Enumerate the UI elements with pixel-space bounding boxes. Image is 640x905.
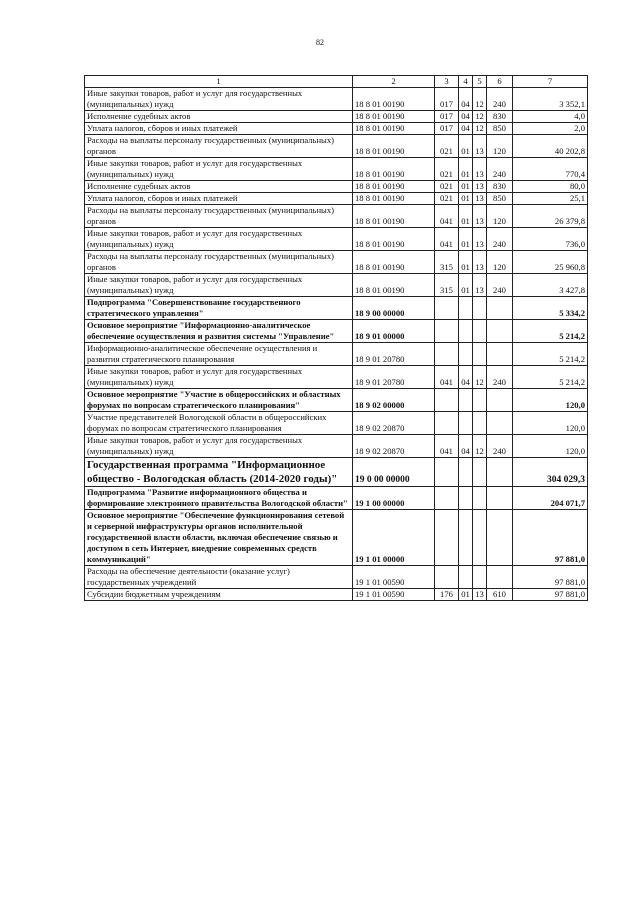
row-section-cell	[459, 566, 473, 589]
row-expense-type-cell: 850	[487, 123, 513, 135]
row-ministry-cell: 017	[435, 88, 459, 111]
row-expense-type-cell: 850	[487, 193, 513, 205]
table-row	[85, 510, 588, 566]
row-name-cell: Уплата налогов, сборов и иных платежей	[85, 123, 353, 135]
row-subsection-cell: 12	[473, 123, 487, 135]
row-code-cell: 19 0 00 00000	[353, 458, 435, 487]
row-ministry-cell	[435, 297, 459, 320]
row-section-cell: 01	[459, 193, 473, 205]
row-code-cell: 18 8 01 00190	[353, 193, 435, 205]
row-name-cell: Расходы на обеспечение деятельности (оказание услуг) государственных учреждений	[85, 566, 353, 589]
row-name-cell: Подпрограмма "Развитие информационного общества и формирование электронного правительства Вологодской области"	[85, 487, 353, 510]
row-ministry-cell: 315	[435, 274, 459, 297]
row-subsection-cell: 13	[473, 158, 487, 181]
row-subsection-cell: 13	[473, 274, 487, 297]
row-subsection-cell: 12	[473, 366, 487, 389]
table-row	[85, 123, 588, 135]
row-ministry-cell	[435, 412, 459, 435]
row-section-cell	[459, 320, 473, 343]
row-section-cell	[459, 343, 473, 366]
row-expense-type-cell: 240	[487, 228, 513, 251]
row-subsection-cell	[473, 412, 487, 435]
row-code-cell: 18 9 02 20870	[353, 435, 435, 458]
row-section-cell: 01	[459, 205, 473, 228]
row-sum-cell: 5 214,2	[513, 366, 588, 389]
row-sum-cell: 120,0	[513, 389, 588, 412]
row-section-cell	[459, 389, 473, 412]
row-code-cell: 19 1 01 00590	[353, 589, 435, 601]
row-name-cell: Расходы на выплаты персоналу государственных (муниципальных) органов	[85, 135, 353, 158]
row-expense-type-cell: 240	[487, 274, 513, 297]
row-code-cell: 18 8 01 00190	[353, 158, 435, 181]
row-subsection-cell: 13	[473, 251, 487, 274]
row-section-cell	[459, 297, 473, 320]
row-ministry-cell	[435, 458, 459, 487]
row-section-cell: 01	[459, 251, 473, 274]
row-subsection-cell: 13	[473, 589, 487, 601]
row-expense-type-cell	[487, 487, 513, 510]
row-sum-cell: 5 214,2	[513, 343, 588, 366]
table-row	[85, 487, 588, 510]
row-expense-type-cell: 610	[487, 589, 513, 601]
row-sum-cell: 736,0	[513, 228, 588, 251]
row-section-cell: 04	[459, 123, 473, 135]
row-name-cell: Государственная программа "Информационное общество - Вологодская область (2014-2020 годы)"	[85, 458, 353, 487]
row-code-cell: 19 1 01 00590	[353, 566, 435, 589]
table-row	[85, 566, 588, 589]
row-expense-type-cell	[487, 343, 513, 366]
row-section-cell: 04	[459, 435, 473, 458]
row-ministry-cell: 041	[435, 435, 459, 458]
row-expense-type-cell: 240	[487, 158, 513, 181]
row-name-cell: Иные закупки товаров, работ и услуг для государственных (муниципальных) нужд	[85, 228, 353, 251]
row-section-cell: 04	[459, 111, 473, 123]
table-row	[85, 158, 588, 181]
row-code-cell: 18 8 01 00190	[353, 111, 435, 123]
table-header-row	[85, 76, 588, 88]
row-ministry-cell: 021	[435, 135, 459, 158]
row-code-cell: 18 9 00 00000	[353, 297, 435, 320]
row-ministry-cell	[435, 487, 459, 510]
row-name-cell: Иные закупки товаров, работ и услуг для государственных (муниципальных) нужд	[85, 88, 353, 111]
row-sum-cell: 120,0	[513, 435, 588, 458]
row-sum-cell: 5 334,2	[513, 297, 588, 320]
row-section-cell: 04	[459, 88, 473, 111]
table-row	[85, 435, 588, 458]
row-ministry-cell: 041	[435, 205, 459, 228]
row-name-cell: Иные закупки товаров, работ и услуг для государственных (муниципальных) нужд	[85, 274, 353, 297]
row-ministry-cell	[435, 566, 459, 589]
table-row	[85, 589, 588, 601]
row-name-cell: Основное мероприятие "Участие в общероссийских и областных форумах по вопросам стратегического планирования"	[85, 389, 353, 412]
row-sum-cell: 80,0	[513, 181, 588, 193]
row-ministry-cell: 041	[435, 366, 459, 389]
table-row	[85, 320, 588, 343]
row-expense-type-cell	[487, 510, 513, 566]
row-code-cell: 18 9 02 00000	[353, 389, 435, 412]
row-section-cell: 01	[459, 274, 473, 297]
row-sum-cell: 25 960,8	[513, 251, 588, 274]
column-header: 4	[459, 76, 473, 88]
row-sum-cell: 97 881,0	[513, 589, 588, 601]
row-ministry-cell: 021	[435, 193, 459, 205]
row-sum-cell: 26 379,8	[513, 205, 588, 228]
row-sum-cell: 304 029,3	[513, 458, 588, 487]
row-code-cell: 18 8 01 00190	[353, 251, 435, 274]
row-sum-cell: 2,0	[513, 123, 588, 135]
row-subsection-cell: 12	[473, 88, 487, 111]
row-subsection-cell: 12	[473, 111, 487, 123]
row-section-cell: 01	[459, 181, 473, 193]
column-header: 5	[473, 76, 487, 88]
table-row	[85, 274, 588, 297]
row-code-cell: 18 8 01 00190	[353, 274, 435, 297]
row-subsection-cell	[473, 566, 487, 589]
row-name-cell: Субсидии бюджетным учреждениям	[85, 589, 353, 601]
row-name-cell: Расходы на выплаты персоналу государственных (муниципальных) органов	[85, 251, 353, 274]
row-code-cell: 18 8 01 00190	[353, 228, 435, 251]
row-expense-type-cell: 240	[487, 366, 513, 389]
row-code-cell: 19 1 01 00000	[353, 510, 435, 566]
row-code-cell: 18 8 01 00190	[353, 88, 435, 111]
row-section-cell: 04	[459, 366, 473, 389]
column-header: 6	[487, 76, 513, 88]
table-body	[85, 88, 588, 601]
row-name-cell: Исполнение судебных актов	[85, 181, 353, 193]
row-code-cell: 18 9 01 00000	[353, 320, 435, 343]
table-row	[85, 88, 588, 111]
row-expense-type-cell: 120	[487, 135, 513, 158]
row-expense-type-cell: 240	[487, 88, 513, 111]
budget-table	[84, 75, 588, 601]
row-subsection-cell: 13	[473, 205, 487, 228]
row-ministry-cell: 315	[435, 251, 459, 274]
row-ministry-cell	[435, 343, 459, 366]
row-ministry-cell: 176	[435, 589, 459, 601]
row-sum-cell: 3 352,1	[513, 88, 588, 111]
row-code-cell: 18 8 01 00190	[353, 123, 435, 135]
row-expense-type-cell: 120	[487, 251, 513, 274]
row-name-cell: Уплата налогов, сборов и иных платежей	[85, 193, 353, 205]
row-expense-type-cell: 830	[487, 111, 513, 123]
row-subsection-cell	[473, 297, 487, 320]
row-ministry-cell: 017	[435, 111, 459, 123]
table-row	[85, 297, 588, 320]
row-subsection-cell: 13	[473, 181, 487, 193]
row-section-cell	[459, 458, 473, 487]
row-name-cell: Подпрограмма "Совершенствование государственного стратегического управления"	[85, 297, 353, 320]
row-sum-cell: 204 071,7	[513, 487, 588, 510]
row-expense-type-cell: 830	[487, 181, 513, 193]
row-name-cell: Исполнение судебных актов	[85, 111, 353, 123]
page-number: 82	[316, 38, 324, 47]
table-row	[85, 343, 588, 366]
table-row	[85, 135, 588, 158]
table-row	[85, 366, 588, 389]
row-sum-cell: 5 214,2	[513, 320, 588, 343]
row-sum-cell: 40 202,8	[513, 135, 588, 158]
table-row	[85, 193, 588, 205]
row-sum-cell: 97 881,0	[513, 510, 588, 566]
row-code-cell: 18 8 01 00190	[353, 205, 435, 228]
row-section-cell	[459, 412, 473, 435]
row-ministry-cell: 021	[435, 158, 459, 181]
row-code-cell: 18 8 01 00190	[353, 135, 435, 158]
row-section-cell: 01	[459, 158, 473, 181]
row-subsection-cell	[473, 487, 487, 510]
row-section-cell	[459, 510, 473, 566]
row-subsection-cell	[473, 389, 487, 412]
table-row	[85, 205, 588, 228]
row-subsection-cell	[473, 458, 487, 487]
column-header: 3	[435, 76, 459, 88]
table-row	[85, 389, 588, 412]
row-expense-type-cell	[487, 566, 513, 589]
row-subsection-cell	[473, 510, 487, 566]
row-subsection-cell: 13	[473, 135, 487, 158]
row-expense-type-cell: 240	[487, 435, 513, 458]
row-expense-type-cell	[487, 412, 513, 435]
row-section-cell: 01	[459, 228, 473, 251]
row-sum-cell: 120,0	[513, 412, 588, 435]
row-name-cell: Основное мероприятие "Информационно-аналитическое обеспечение осуществления и развития системы "Управление"	[85, 320, 353, 343]
row-ministry-cell: 017	[435, 123, 459, 135]
row-sum-cell: 770,4	[513, 158, 588, 181]
table-row	[85, 181, 588, 193]
row-sum-cell: 4,0	[513, 111, 588, 123]
row-expense-type-cell: 120	[487, 205, 513, 228]
row-subsection-cell: 13	[473, 228, 487, 251]
row-ministry-cell	[435, 389, 459, 412]
row-subsection-cell	[473, 343, 487, 366]
row-ministry-cell	[435, 510, 459, 566]
row-subsection-cell	[473, 320, 487, 343]
column-header: 7	[513, 76, 588, 88]
row-section-cell	[459, 487, 473, 510]
row-name-cell: Информационно-аналитическое обеспечение осуществления и развития стратегического планирования	[85, 343, 353, 366]
row-name-cell: Иные закупки товаров, работ и услуг для государственных (муниципальных) нужд	[85, 366, 353, 389]
row-ministry-cell	[435, 320, 459, 343]
row-name-cell: Иные закупки товаров, работ и услуг для государственных (муниципальных) нужд	[85, 435, 353, 458]
row-ministry-cell: 041	[435, 228, 459, 251]
row-name-cell: Иные закупки товаров, работ и услуг для государственных (муниципальных) нужд	[85, 158, 353, 181]
row-subsection-cell: 13	[473, 193, 487, 205]
table-row	[85, 111, 588, 123]
row-name-cell: Участие представителей Вологодской области в общероссийских форумах по вопросам стратегического планирования	[85, 412, 353, 435]
row-expense-type-cell	[487, 320, 513, 343]
row-code-cell: 19 1 00 00000	[353, 487, 435, 510]
table-row	[85, 228, 588, 251]
row-sum-cell: 3 427,8	[513, 274, 588, 297]
row-code-cell: 18 9 01 20780	[353, 366, 435, 389]
row-expense-type-cell	[487, 389, 513, 412]
row-code-cell: 18 9 02 20870	[353, 412, 435, 435]
table-row	[85, 251, 588, 274]
row-sum-cell: 97 881,0	[513, 566, 588, 589]
table-row	[85, 412, 588, 435]
row-ministry-cell: 021	[435, 181, 459, 193]
column-header: 1	[85, 76, 353, 88]
row-section-cell: 01	[459, 135, 473, 158]
row-code-cell: 18 9 01 20780	[353, 343, 435, 366]
row-section-cell: 01	[459, 589, 473, 601]
column-header: 2	[353, 76, 435, 88]
row-expense-type-cell	[487, 458, 513, 487]
row-subsection-cell: 12	[473, 435, 487, 458]
row-name-cell: Основное мероприятие "Обеспечение функционирования сетевой и серверной инфраструктуры органов исполнительной государственной власти области, включая обеспечение связью и доступом в сеть Интернет, внедрение современных средств коммуникаций"	[85, 510, 353, 566]
row-name-cell: Расходы на выплаты персоналу государственных (муниципальных) органов	[85, 205, 353, 228]
table-row	[85, 458, 588, 487]
row-expense-type-cell	[487, 297, 513, 320]
row-sum-cell: 25,1	[513, 193, 588, 205]
row-code-cell: 18 8 01 00190	[353, 181, 435, 193]
